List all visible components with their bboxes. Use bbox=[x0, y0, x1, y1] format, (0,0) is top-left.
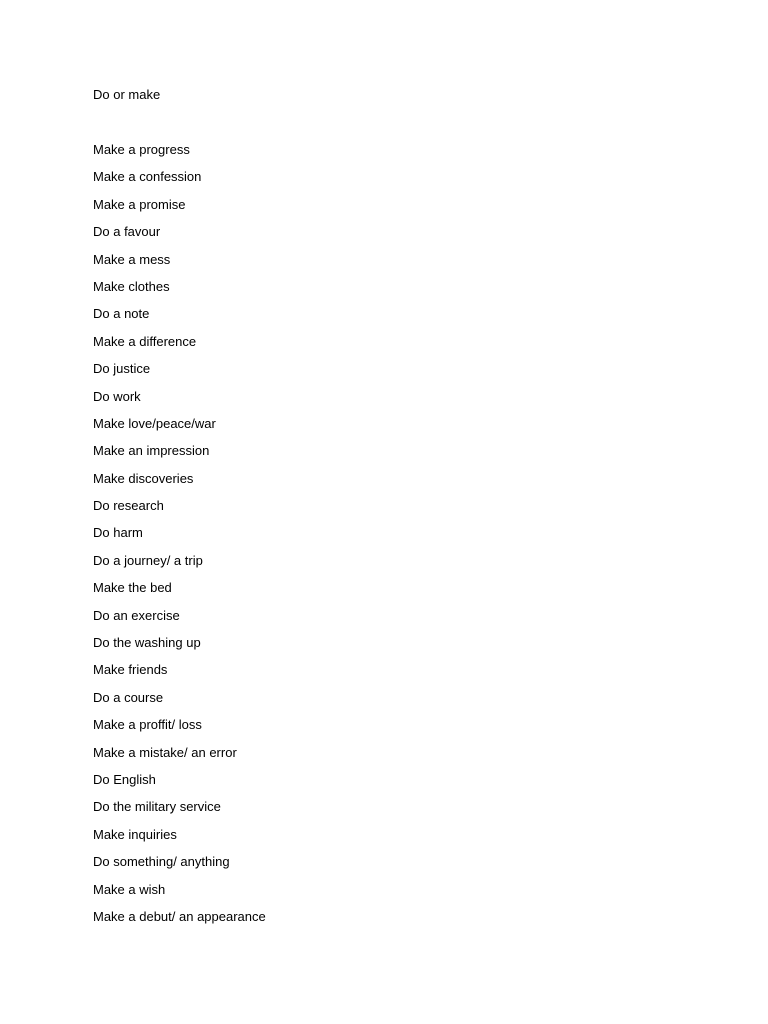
list-item: Make a debut/ an appearance bbox=[93, 908, 266, 924]
list-item: Make the bed bbox=[93, 580, 172, 596]
list-item: Do a journey/ a trip bbox=[93, 552, 203, 568]
list-item: Do justice bbox=[93, 361, 151, 377]
list-item: Do a favour bbox=[93, 224, 161, 240]
list-item: Do harm bbox=[93, 525, 143, 541]
list-item: Make a progress bbox=[93, 142, 190, 157]
list-item: Make an impression bbox=[93, 443, 210, 459]
list-item: Do work bbox=[93, 388, 141, 404]
list-item: Make discoveries bbox=[93, 470, 194, 486]
list-item: Do a course bbox=[93, 689, 164, 705]
list-item: Make a confession bbox=[93, 169, 202, 185]
list-item: Make love/peace/war bbox=[93, 415, 216, 431]
list-item: Do something/ anything bbox=[93, 854, 230, 870]
document-body bbox=[93, 86, 713, 924]
list-item: Make a wish bbox=[93, 881, 166, 897]
list-item: Do a note bbox=[93, 306, 150, 322]
list-item: Make friends bbox=[93, 662, 168, 678]
list-item: Make a mistake/ an error bbox=[93, 744, 237, 760]
list-item: Make a proffit/ loss bbox=[93, 717, 202, 733]
list-item: Make a difference bbox=[93, 333, 197, 349]
list-item: Do research bbox=[93, 498, 164, 514]
list-item: Do the military service bbox=[93, 799, 221, 815]
list-item: Make inquiries bbox=[93, 826, 177, 842]
list-item: Make a mess bbox=[93, 251, 171, 267]
list-item: Make clothes bbox=[93, 278, 170, 294]
list-item: Do the washing up bbox=[93, 635, 201, 651]
list-item: Do English bbox=[93, 771, 156, 787]
phrase-list bbox=[93, 141, 266, 935]
document-title: Do or make bbox=[93, 87, 161, 102]
list-item: Make a promise bbox=[93, 196, 186, 212]
list-item: Do an exercise bbox=[93, 607, 180, 623]
